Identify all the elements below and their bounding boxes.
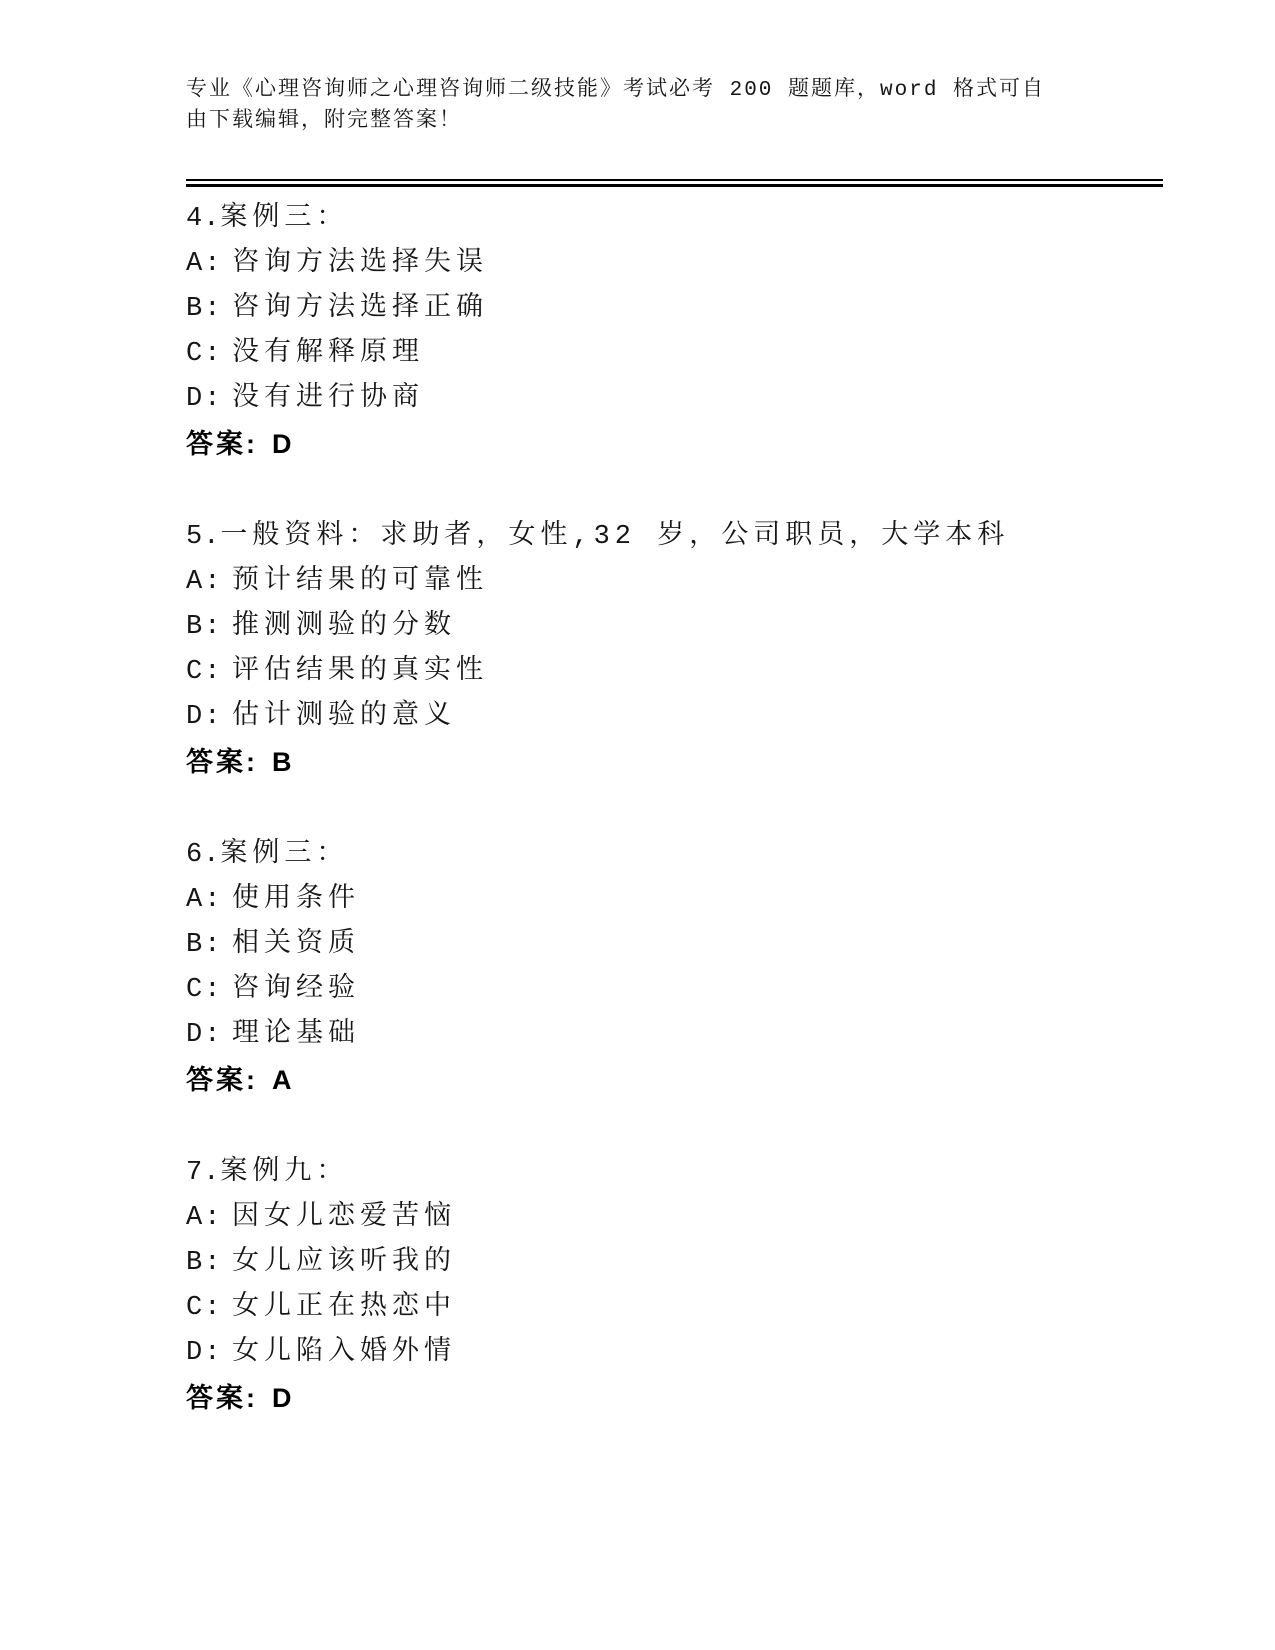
option-letter: B: — [186, 612, 223, 642]
answer-label: 答案: — [186, 1065, 258, 1095]
answer-value: D — [272, 429, 292, 459]
question-title-text: 案例三： — [220, 840, 349, 870]
option-text: 评估结果的真实性 — [232, 657, 488, 687]
option-text: 女儿正在热恋中 — [232, 1293, 456, 1323]
option-letter: A: — [186, 567, 223, 597]
option-c — [186, 1286, 1164, 1331]
option-letter: D: — [186, 702, 223, 732]
answer-label: 答案: — [186, 747, 258, 777]
option-c — [186, 968, 1164, 1013]
option-a — [186, 878, 1164, 923]
question-4 — [186, 197, 1164, 467]
option-text: 咨询经验 — [232, 975, 360, 1005]
option-letter: D: — [186, 1338, 223, 1368]
option-letter: C: — [186, 1293, 223, 1323]
option-letter: B: — [186, 930, 223, 960]
header-divider — [186, 179, 1163, 187]
option-letter: D: — [186, 1020, 223, 1050]
option-text: 推测测验的分数 — [232, 612, 456, 642]
option-letter: A: — [186, 885, 223, 915]
answer-value: A — [272, 1065, 292, 1095]
option-d — [186, 695, 1164, 740]
answer-line — [186, 422, 1164, 467]
question-number: 5. — [186, 522, 221, 552]
question-number: 7. — [186, 1158, 221, 1188]
option-b — [186, 287, 1164, 332]
option-text: 估计测验的意义 — [232, 702, 456, 732]
option-text: 咨询方法选择正确 — [232, 294, 488, 324]
question-list — [186, 197, 1164, 1421]
option-b — [186, 1241, 1164, 1286]
option-letter: C: — [186, 657, 223, 687]
question-number: 6. — [186, 840, 221, 870]
option-text: 女儿陷入婚外情 — [232, 1338, 456, 1368]
answer-line — [186, 740, 1164, 785]
option-text: 没有进行协商 — [232, 384, 424, 414]
answer-label: 答案: — [186, 1383, 258, 1413]
option-text: 相关资质 — [232, 930, 360, 960]
option-letter: B: — [186, 1248, 223, 1278]
answer-label: 答案: — [186, 429, 258, 459]
header-line-2: 由下载编辑，附完整答案！ — [186, 110, 462, 133]
question-title-text: 一般资料：求助者，女性,32 岁，公司职员，大学本科 — [220, 522, 1010, 552]
question-title — [186, 1151, 1164, 1196]
option-d — [186, 1013, 1164, 1058]
document-content — [186, 75, 1164, 1469]
option-text: 没有解释原理 — [232, 339, 424, 369]
option-letter: C: — [186, 975, 223, 1005]
option-a — [186, 1196, 1164, 1241]
option-letter: A: — [186, 249, 223, 279]
header-line-1: 专业《心理咨询师之心理咨询师二级技能》考试必考 200 题题库，word 格式可自 — [186, 79, 1046, 102]
option-text: 女儿应该听我的 — [232, 1248, 456, 1278]
question-7 — [186, 1151, 1164, 1421]
question-title — [186, 833, 1164, 878]
option-text: 理论基础 — [232, 1020, 360, 1050]
question-number: 4. — [186, 204, 221, 234]
option-c — [186, 332, 1164, 377]
question-title-text: 案例三： — [220, 204, 349, 234]
option-d — [186, 377, 1164, 422]
question-6 — [186, 833, 1164, 1103]
option-c — [186, 650, 1164, 695]
answer-line — [186, 1376, 1164, 1421]
answer-value: D — [272, 1383, 292, 1413]
option-text: 使用条件 — [232, 885, 360, 915]
option-d — [186, 1331, 1164, 1376]
question-title — [186, 197, 1164, 242]
option-a — [186, 560, 1164, 605]
answer-line — [186, 1058, 1164, 1103]
option-letter: C: — [186, 339, 223, 369]
option-letter: D: — [186, 384, 223, 414]
option-a — [186, 242, 1164, 287]
option-text: 因女儿恋爱苦恼 — [232, 1203, 456, 1233]
question-5 — [186, 515, 1164, 785]
option-b — [186, 923, 1164, 968]
option-letter: A: — [186, 1203, 223, 1233]
option-text: 预计结果的可靠性 — [232, 567, 488, 597]
option-b — [186, 605, 1164, 650]
question-title-text: 案例九： — [220, 1158, 349, 1188]
document-header — [186, 75, 1164, 137]
answer-value: B — [272, 747, 292, 777]
option-letter: B: — [186, 294, 223, 324]
option-text: 咨询方法选择失误 — [232, 249, 488, 279]
question-title — [186, 515, 1164, 560]
